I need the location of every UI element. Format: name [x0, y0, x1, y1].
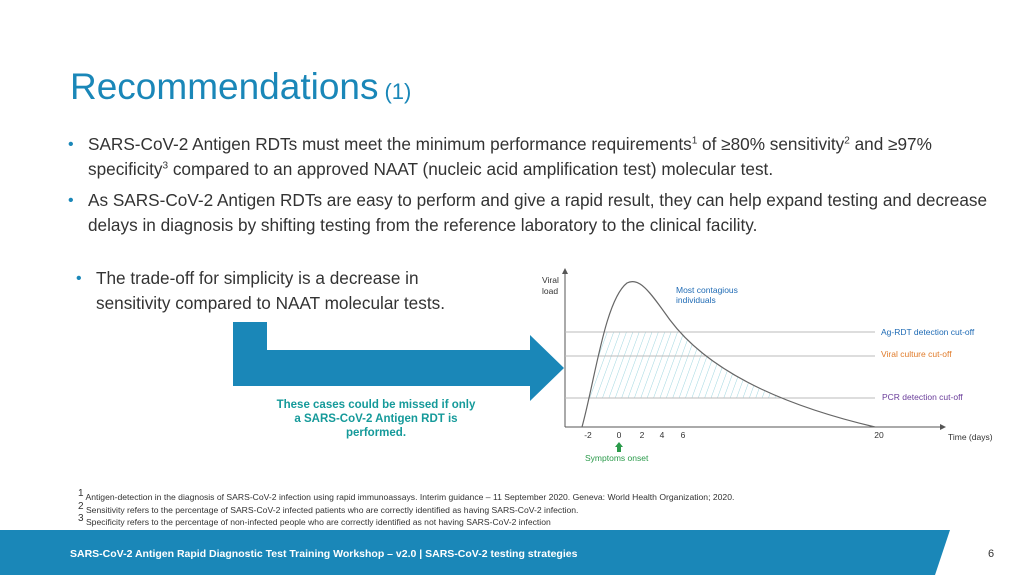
peak-label-line1: Most contagious	[676, 285, 738, 295]
bullet-1-text-b: of ≥80% sensitivity	[697, 134, 845, 154]
footnote-num: 3	[78, 513, 84, 525]
x-tick-label: 6	[680, 430, 686, 440]
footnotes	[78, 488, 735, 529]
ag-rdt-cutoff-label: Ag-RDT detection cut-off	[881, 327, 975, 337]
footnote-3	[78, 513, 734, 529]
symptoms-arrow-icon	[615, 442, 623, 452]
peak-label-line2: individuals	[676, 295, 716, 305]
footnote-1	[78, 488, 735, 504]
y-axis-arrow-icon	[562, 268, 568, 274]
direction-arrow-icon	[233, 322, 564, 401]
footnote-text: Sensitivity refers to the percentage of SARS-CoV-2 infected patients who are correctly identified as having SARS-CoV-2 infection.	[83, 504, 579, 515]
bullet-1-text-c: and ≥97% specificity	[88, 134, 932, 179]
x-tick-label: 0	[616, 430, 622, 440]
bullet-2-text: As SARS-CoV-2 Antigen RDTs are easy to perform and give a rapid result, they can help expand testing and decrease delays in diagnosis by shifting testing from the reference laboratory to the clinical facility.	[88, 190, 988, 235]
culture-cutoff-label: Viral culture cut-off	[881, 349, 952, 359]
footnote-num: 2	[78, 500, 84, 512]
x-axis-arrow-icon	[940, 424, 946, 430]
x-tick-label: 20	[874, 430, 884, 440]
bullet-1-text-d: compared to an approved NAAT (nucleic acid amplification test) molecular test.	[168, 159, 774, 179]
footnote-num: 1	[78, 488, 84, 500]
bullet-1-text-a: SARS-CoV-2 Antigen RDTs must meet the minimum performance requirements	[88, 134, 692, 154]
bullet-3-text: The trade-off for simplicity is a decrease in sensitivity compared to NAAT molecular tests.	[96, 268, 445, 313]
bullet-dot-icon: •	[76, 270, 82, 287]
footnote-ref-3: 3	[162, 160, 169, 172]
y-axis-label-line1: Viral	[542, 275, 559, 285]
bullet-dot-icon: •	[68, 136, 74, 153]
bullet-dot-icon: •	[68, 192, 74, 209]
pcr-cutoff-label: PCR detection cut-off	[882, 392, 963, 402]
missed-cases-note: These cases could be missed if only a SARS-CoV-2 Antigen RDT is performed.	[276, 399, 476, 439]
title-sub: (1)	[384, 79, 412, 104]
footnote-2	[78, 500, 734, 517]
footnote-text: Antigen-detection in the diagnosis of SARS-CoV-2 infection using rapid immunoassays. Interim guidance – 11 September 2020. Geneva: World Health Organization; 2020.	[83, 492, 735, 502]
page-number: 6	[988, 548, 995, 560]
x-tick-label: 2	[639, 430, 645, 440]
footnote-text: Specificity refers to the percentage of non-infected people who are correctly identified as not having SARS-CoV-2 infection	[83, 517, 551, 527]
footnote-ref-1: 1	[691, 135, 698, 147]
x-tick-label: -2	[584, 430, 592, 440]
footnote-ref-2: 2	[844, 135, 850, 147]
x-tick-label: 4	[659, 430, 665, 440]
x-axis-label: Time (days)	[948, 432, 993, 442]
y-axis-label-line2: load	[542, 286, 559, 296]
title-main: Recommendations	[70, 66, 379, 107]
footer-text: SARS-CoV-2 Antigen Rapid Diagnostic Test Training Workshop – v2.0 | SARS-CoV-2 testing strategies	[70, 548, 578, 560]
symptoms-onset-label: Symptoms onset	[585, 453, 649, 463]
